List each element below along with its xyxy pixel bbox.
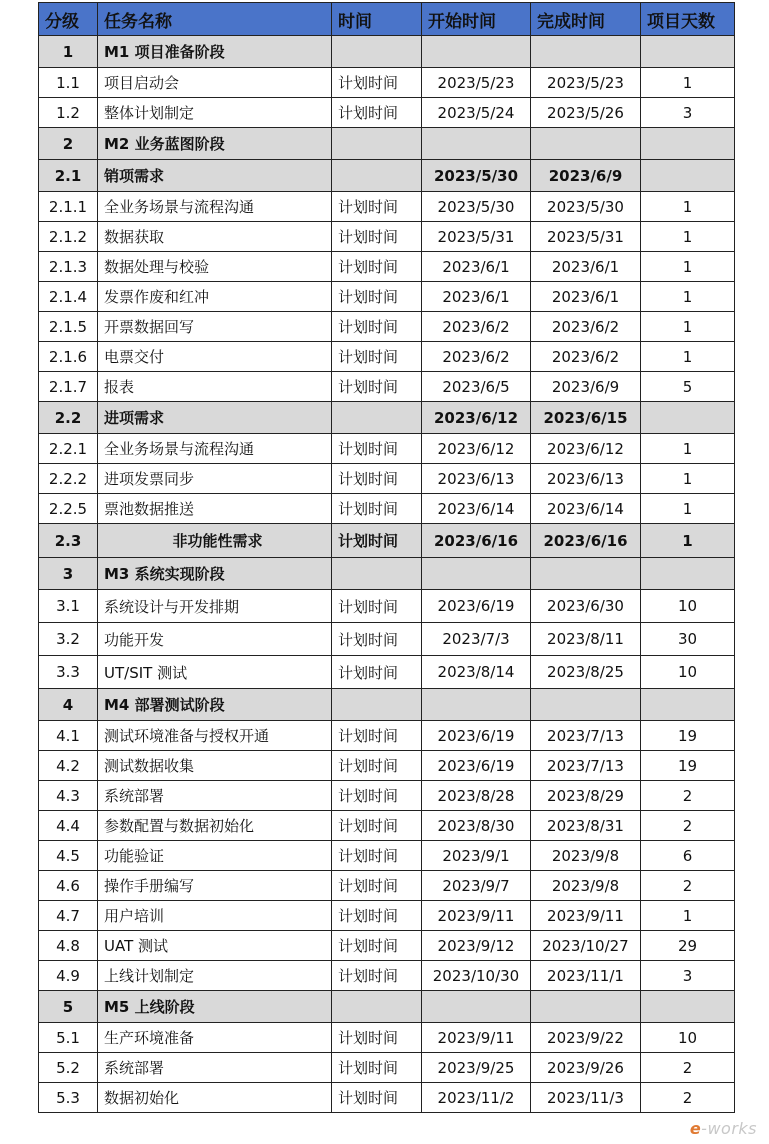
row-task-name: 生产环境准备 [98, 1023, 332, 1053]
row-end: 2023/6/2 [531, 342, 641, 372]
row-task-name: 参数配置与数据初始化 [98, 811, 332, 841]
table-row [39, 811, 735, 841]
row-task-name: 数据初始化 [98, 1083, 332, 1113]
table-row [39, 282, 735, 312]
row-time: 计划时间 [332, 781, 422, 811]
row-days: 19 [641, 721, 735, 751]
row-end: 2023/8/29 [531, 781, 641, 811]
row-time [332, 402, 422, 434]
table-row [39, 1053, 735, 1083]
row-time: 计划时间 [332, 751, 422, 781]
row-time: 计划时间 [332, 68, 422, 98]
row-days: 2 [641, 811, 735, 841]
row-level: 2.1.5 [39, 312, 98, 342]
row-days: 29 [641, 931, 735, 961]
row-start: 2023/5/30 [422, 160, 531, 192]
row-task-name: 功能验证 [98, 841, 332, 871]
row-start: 2023/6/2 [422, 312, 531, 342]
row-end [531, 128, 641, 160]
row-start: 2023/9/11 [422, 901, 531, 931]
row-task-name: 销项需求 [98, 160, 332, 192]
row-end: 2023/11/1 [531, 961, 641, 991]
row-start [422, 558, 531, 590]
table-row [39, 1083, 735, 1113]
row-time: 计划时间 [332, 721, 422, 751]
row-start: 2023/5/24 [422, 98, 531, 128]
row-days: 2 [641, 1083, 735, 1113]
row-task-name: M4 部署测试阶段 [98, 689, 332, 721]
row-level: 3.2 [39, 623, 98, 656]
row-days: 1 [641, 312, 735, 342]
row-start: 2023/9/7 [422, 871, 531, 901]
row-task-name: 开票数据回写 [98, 312, 332, 342]
row-level: 4.2 [39, 751, 98, 781]
table-row [39, 36, 735, 68]
row-level: 3.3 [39, 656, 98, 689]
row-time: 计划时间 [332, 623, 422, 656]
row-task-name: 报表 [98, 372, 332, 402]
row-time: 计划时间 [332, 372, 422, 402]
table-row [39, 1023, 735, 1053]
row-time: 计划时间 [332, 312, 422, 342]
row-start: 2023/8/30 [422, 811, 531, 841]
row-task-name: 进项需求 [98, 402, 332, 434]
header-task-name: 任务名称 [98, 3, 332, 36]
row-level: 2.1.6 [39, 342, 98, 372]
row-start: 2023/6/2 [422, 342, 531, 372]
row-level: 4.4 [39, 811, 98, 841]
row-task-name: 系统设计与开发排期 [98, 590, 332, 623]
row-time: 计划时间 [332, 98, 422, 128]
row-time: 计划时间 [332, 252, 422, 282]
row-level: 4.5 [39, 841, 98, 871]
row-level: 5.1 [39, 1023, 98, 1053]
row-start: 2023/6/16 [422, 524, 531, 558]
row-task-name: 功能开发 [98, 623, 332, 656]
row-task-name: 项目启动会 [98, 68, 332, 98]
table-row [39, 98, 735, 128]
row-end: 2023/6/13 [531, 464, 641, 494]
row-days: 1 [641, 282, 735, 312]
row-start: 2023/6/5 [422, 372, 531, 402]
table-row [39, 434, 735, 464]
row-level: 1.1 [39, 68, 98, 98]
row-end [531, 558, 641, 590]
row-end: 2023/6/9 [531, 372, 641, 402]
row-level: 5.2 [39, 1053, 98, 1083]
row-end: 2023/8/11 [531, 623, 641, 656]
table-row [39, 590, 735, 623]
row-level: 2 [39, 128, 98, 160]
row-end: 2023/9/26 [531, 1053, 641, 1083]
row-level: 4.7 [39, 901, 98, 931]
row-level: 2.2.1 [39, 434, 98, 464]
row-level: 4 [39, 689, 98, 721]
row-task-name: 系统部署 [98, 1053, 332, 1083]
row-days [641, 558, 735, 590]
table-row [39, 524, 735, 558]
table-body [39, 36, 735, 1113]
row-task-name: UAT 测试 [98, 931, 332, 961]
row-time: 计划时间 [332, 524, 422, 558]
row-end [531, 36, 641, 68]
row-end: 2023/5/26 [531, 98, 641, 128]
row-days: 19 [641, 751, 735, 781]
row-time: 计划时间 [332, 282, 422, 312]
table-row [39, 464, 735, 494]
row-end: 2023/9/8 [531, 871, 641, 901]
row-time: 计划时间 [332, 342, 422, 372]
row-time: 计划时间 [332, 464, 422, 494]
row-days: 30 [641, 623, 735, 656]
row-time [332, 991, 422, 1023]
row-end: 2023/6/15 [531, 402, 641, 434]
table-row [39, 402, 735, 434]
row-level: 4.6 [39, 871, 98, 901]
row-start: 2023/6/14 [422, 494, 531, 524]
row-start: 2023/9/12 [422, 931, 531, 961]
row-task-name: 上线计划制定 [98, 961, 332, 991]
table-row [39, 252, 735, 282]
table-row [39, 841, 735, 871]
row-time: 计划时间 [332, 1023, 422, 1053]
row-end: 2023/6/12 [531, 434, 641, 464]
table-row [39, 689, 735, 721]
row-start: 2023/10/30 [422, 961, 531, 991]
row-time: 计划时间 [332, 434, 422, 464]
row-task-name: 系统部署 [98, 781, 332, 811]
row-end: 2023/5/30 [531, 192, 641, 222]
header-time: 时间 [332, 3, 422, 36]
row-days [641, 36, 735, 68]
row-days: 3 [641, 961, 735, 991]
row-start: 2023/7/3 [422, 623, 531, 656]
row-start: 2023/6/1 [422, 282, 531, 312]
row-task-name: 测试数据收集 [98, 751, 332, 781]
row-level: 4.8 [39, 931, 98, 961]
row-level: 2.1.1 [39, 192, 98, 222]
row-days: 1 [641, 68, 735, 98]
row-start: 2023/6/19 [422, 751, 531, 781]
row-days: 1 [641, 524, 735, 558]
row-days: 2 [641, 871, 735, 901]
row-end: 2023/7/13 [531, 721, 641, 751]
row-time [332, 689, 422, 721]
row-time: 计划时间 [332, 901, 422, 931]
row-level: 2.1.7 [39, 372, 98, 402]
row-start: 2023/6/13 [422, 464, 531, 494]
row-end: 2023/6/1 [531, 252, 641, 282]
row-time: 计划时间 [332, 1053, 422, 1083]
row-days: 2 [641, 1053, 735, 1083]
row-days: 1 [641, 494, 735, 524]
row-task-name: M3 系统实现阶段 [98, 558, 332, 590]
table-row [39, 312, 735, 342]
row-task-name: 全业务场景与流程沟通 [98, 192, 332, 222]
row-days: 10 [641, 656, 735, 689]
row-level: 4.9 [39, 961, 98, 991]
row-days: 3 [641, 98, 735, 128]
table-row [39, 721, 735, 751]
row-start: 2023/6/1 [422, 252, 531, 282]
row-task-name: 票池数据推送 [98, 494, 332, 524]
row-time: 计划时间 [332, 811, 422, 841]
row-start [422, 36, 531, 68]
row-end: 2023/6/9 [531, 160, 641, 192]
table-row [39, 991, 735, 1023]
header-days: 项目天数 [641, 3, 735, 36]
row-start: 2023/5/31 [422, 222, 531, 252]
row-end: 2023/9/22 [531, 1023, 641, 1053]
row-time [332, 128, 422, 160]
row-end: 2023/6/14 [531, 494, 641, 524]
row-start: 2023/8/14 [422, 656, 531, 689]
row-days [641, 689, 735, 721]
header-row [39, 3, 735, 36]
row-level: 3.1 [39, 590, 98, 623]
row-start: 2023/5/30 [422, 192, 531, 222]
row-task-name: UT/SIT 测试 [98, 656, 332, 689]
row-end: 2023/8/31 [531, 811, 641, 841]
row-task-name: 数据处理与校验 [98, 252, 332, 282]
header-end: 完成时间 [531, 3, 641, 36]
row-level: 2.2.5 [39, 494, 98, 524]
row-time: 计划时间 [332, 494, 422, 524]
row-level: 2.1.3 [39, 252, 98, 282]
row-level: 4.1 [39, 721, 98, 751]
table-row [39, 781, 735, 811]
row-level: 2.2 [39, 402, 98, 434]
row-task-name: 全业务场景与流程沟通 [98, 434, 332, 464]
row-end: 2023/9/8 [531, 841, 641, 871]
row-time [332, 558, 422, 590]
row-end: 2023/5/23 [531, 68, 641, 98]
row-task-name: 发票作废和红冲 [98, 282, 332, 312]
row-level: 5 [39, 991, 98, 1023]
row-level: 2.1.4 [39, 282, 98, 312]
table-row [39, 961, 735, 991]
row-end [531, 689, 641, 721]
table-row [39, 931, 735, 961]
row-task-name: 电票交付 [98, 342, 332, 372]
row-end: 2023/6/1 [531, 282, 641, 312]
table-row [39, 372, 735, 402]
row-time: 计划时间 [332, 222, 422, 252]
row-time: 计划时间 [332, 931, 422, 961]
watermark-logo: e-works [689, 1119, 757, 1138]
row-end: 2023/11/3 [531, 1083, 641, 1113]
row-end: 2023/7/13 [531, 751, 641, 781]
row-days: 5 [641, 372, 735, 402]
row-days: 1 [641, 252, 735, 282]
row-start: 2023/9/11 [422, 1023, 531, 1053]
row-task-name: 进项发票同步 [98, 464, 332, 494]
row-start: 2023/5/23 [422, 68, 531, 98]
row-time: 计划时间 [332, 841, 422, 871]
row-time [332, 36, 422, 68]
row-days [641, 160, 735, 192]
row-task-name: 测试环境准备与授权开通 [98, 721, 332, 751]
row-level: 5.3 [39, 1083, 98, 1113]
row-start: 2023/6/12 [422, 434, 531, 464]
row-end: 2023/6/30 [531, 590, 641, 623]
row-task-name: M5 上线阶段 [98, 991, 332, 1023]
row-start: 2023/9/25 [422, 1053, 531, 1083]
row-end: 2023/6/2 [531, 312, 641, 342]
row-level: 2.2.2 [39, 464, 98, 494]
row-days: 2 [641, 781, 735, 811]
row-start [422, 991, 531, 1023]
row-task-name: 用户培训 [98, 901, 332, 931]
row-start: 2023/6/19 [422, 721, 531, 751]
row-end: 2023/5/31 [531, 222, 641, 252]
table-row [39, 656, 735, 689]
row-task-name: M2 业务蓝图阶段 [98, 128, 332, 160]
row-start: 2023/9/1 [422, 841, 531, 871]
row-days: 6 [641, 841, 735, 871]
table-row [39, 494, 735, 524]
table-row [39, 160, 735, 192]
row-level: 2.3 [39, 524, 98, 558]
row-start [422, 689, 531, 721]
row-days [641, 128, 735, 160]
row-end: 2023/10/27 [531, 931, 641, 961]
table-row [39, 342, 735, 372]
row-days: 1 [641, 222, 735, 252]
row-start: 2023/6/12 [422, 402, 531, 434]
row-level: 3 [39, 558, 98, 590]
row-days: 1 [641, 434, 735, 464]
row-end: 2023/9/11 [531, 901, 641, 931]
row-time: 计划时间 [332, 590, 422, 623]
row-days: 1 [641, 464, 735, 494]
row-level: 1 [39, 36, 98, 68]
row-start: 2023/8/28 [422, 781, 531, 811]
row-time: 计划时间 [332, 656, 422, 689]
table-row [39, 128, 735, 160]
row-level: 2.1.2 [39, 222, 98, 252]
row-time [332, 160, 422, 192]
row-time: 计划时间 [332, 961, 422, 991]
row-days: 10 [641, 1023, 735, 1053]
row-days: 1 [641, 901, 735, 931]
table-row [39, 623, 735, 656]
row-end: 2023/6/16 [531, 524, 641, 558]
row-start: 2023/11/2 [422, 1083, 531, 1113]
row-days: 10 [641, 590, 735, 623]
table-row [39, 558, 735, 590]
row-level: 4.3 [39, 781, 98, 811]
row-days [641, 402, 735, 434]
table-row [39, 192, 735, 222]
row-days: 1 [641, 342, 735, 372]
row-level: 1.2 [39, 98, 98, 128]
row-days [641, 991, 735, 1023]
header-level: 分级 [39, 3, 98, 36]
row-start: 2023/6/19 [422, 590, 531, 623]
row-time: 计划时间 [332, 871, 422, 901]
row-end [531, 991, 641, 1023]
row-task-name: M1 项目准备阶段 [98, 36, 332, 68]
row-days: 1 [641, 192, 735, 222]
row-task-name: 非功能性需求 [98, 524, 332, 558]
table-row [39, 751, 735, 781]
project-schedule-table [38, 2, 735, 1113]
row-time: 计划时间 [332, 192, 422, 222]
row-task-name: 数据获取 [98, 222, 332, 252]
table-row [39, 68, 735, 98]
row-end: 2023/8/25 [531, 656, 641, 689]
table-row [39, 222, 735, 252]
header-start: 开始时间 [422, 3, 531, 36]
table-row [39, 871, 735, 901]
row-time: 计划时间 [332, 1083, 422, 1113]
row-task-name: 整体计划制定 [98, 98, 332, 128]
row-level: 2.1 [39, 160, 98, 192]
table-row [39, 901, 735, 931]
row-start [422, 128, 531, 160]
row-task-name: 操作手册编写 [98, 871, 332, 901]
